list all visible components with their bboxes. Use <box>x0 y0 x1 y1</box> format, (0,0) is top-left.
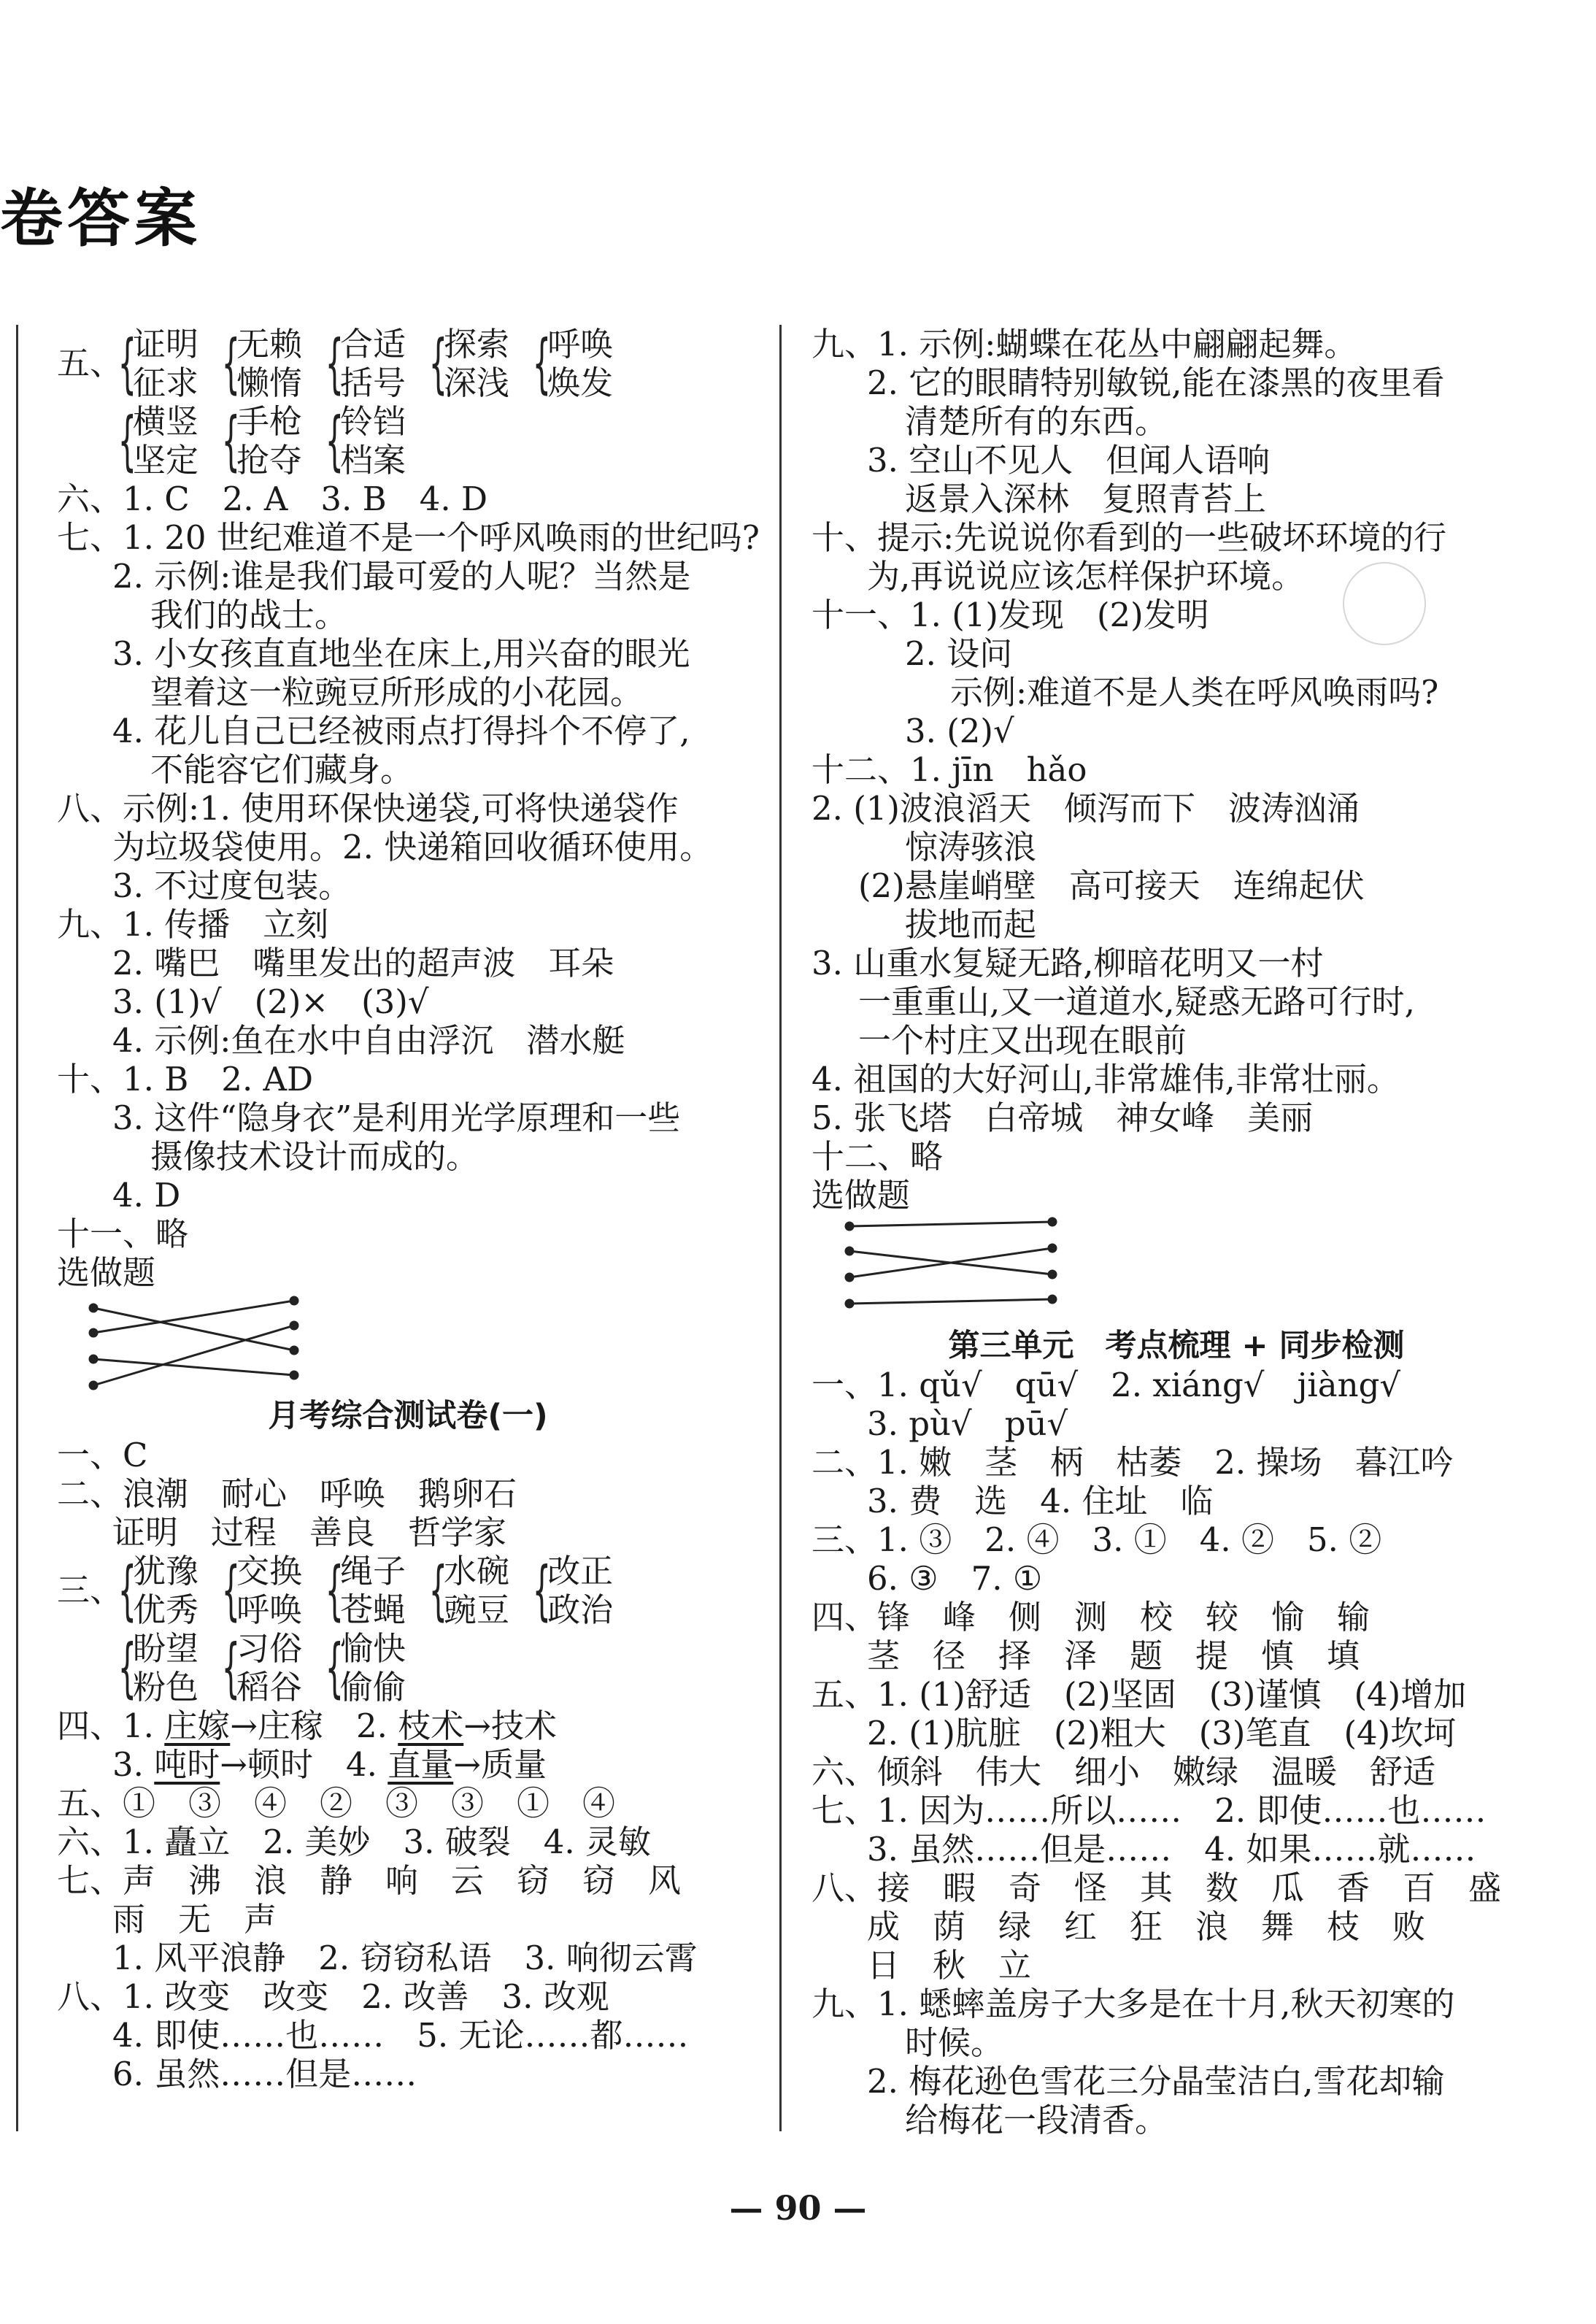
brace-icon: { <box>221 1552 240 1628</box>
answer-line: 茎 径 择 泽 题 提 慎 填 <box>867 1636 1360 1675</box>
correction-line: 四、1. 庄嫁→庄稼 2. 枝术→技术 <box>57 1707 557 1745</box>
pair-word: 档案 <box>340 441 406 480</box>
answer-line: 五、① ③ ④ ② ③ ③ ① ④ <box>57 1784 616 1823</box>
brace-icon: { <box>428 1552 447 1628</box>
brace-icon: { <box>221 326 240 401</box>
brace-word-pair <box>320 325 406 402</box>
answer-line: 二、浪潮 耐心 呼唤 鹅卵石 <box>57 1474 517 1513</box>
answer-line: 六、倾斜 伟大 细小 嫩绿 温暖 舒适 <box>812 1752 1436 1791</box>
middle-column-rule <box>779 325 782 2131</box>
brace-word-pair <box>423 1552 509 1629</box>
answer-line: 3. 虽然……但是…… 4. 如果……就…… <box>867 1830 1476 1869</box>
answer-line: 十、提示:先说说你看到的一些破坏环境的行 <box>812 518 1447 557</box>
brace-icon: { <box>117 403 136 478</box>
answer-line: 给梅花一段清香。 <box>905 2101 1168 2139</box>
answer-line: 2. (1)肮脏 (2)粗大 (3)笔直 (4)坎坷 <box>867 1714 1457 1752</box>
match-line <box>93 1359 294 1375</box>
answer-line: 5. 张飞塔 白帝城 神女峰 美丽 <box>812 1098 1314 1137</box>
pair-word: 盼望 <box>133 1629 199 1668</box>
answer-line: 一、C <box>57 1436 148 1474</box>
answer-line: 3. 不过度包装。 <box>112 866 352 905</box>
pair-word: 焕发 <box>547 363 614 402</box>
answer-line: 3. 费 选 4. 住址 临 <box>867 1482 1214 1520</box>
answer-line: 十二、略 <box>812 1137 944 1176</box>
brace-icon: { <box>325 1552 344 1628</box>
brace-icon: { <box>221 403 240 478</box>
unit-section-title: 第三单元 考点梳理 + 同步检测 <box>948 1328 1405 1364</box>
answer-line: 6. ③ 7. ① <box>867 1559 1043 1598</box>
answer-line: 4. D <box>112 1176 181 1215</box>
answer-line: 不能容它们藏身。 <box>150 750 414 789</box>
pair-word: 豌豆 <box>444 1590 510 1629</box>
answer-line: 四、锋 峰 侧 测 校 较 愉 输 <box>812 1598 1371 1636</box>
brace-word-pair <box>320 1552 406 1629</box>
answer-line: 我们的战士。 <box>150 596 348 634</box>
answer-line: 摄像技术设计而成的。 <box>150 1137 479 1176</box>
pair-word: 证明 <box>133 325 199 363</box>
answer-line: 二、1. 嫩 茎 柄 枯萎 2. 操场 暮江吟 <box>812 1443 1454 1482</box>
answer-line: 八、示例:1. 使用环保快递袋,可将快递袋作 <box>57 789 679 828</box>
answer-line: 选做题 <box>812 1176 911 1215</box>
pair-word: 习俗 <box>236 1629 303 1668</box>
answer-line: 选做题 <box>57 1253 156 1292</box>
pair-word: 懒惰 <box>236 363 303 402</box>
pair-word: 呼唤 <box>236 1590 303 1629</box>
answer-line: 为垃圾袋使用。2. 快递箱回收循环使用。 <box>112 828 713 866</box>
answer-line: 一个村庄又出现在眼前 <box>858 1021 1187 1060</box>
answer-line: 时候。 <box>905 2023 1004 2062</box>
brace-icon: { <box>117 1552 136 1628</box>
pair-word: 绳子 <box>340 1552 406 1590</box>
answer-line: 1. 风平浪静 2. 窃窃私语 3. 响彻云霄 <box>112 1939 698 1977</box>
brace-icon: { <box>325 1630 344 1705</box>
answer-line: (2)悬崖峭壁 高可接天 连绵起伏 <box>858 866 1365 905</box>
answer-line: 十一、略 <box>57 1215 189 1253</box>
answer-line: 九、1. 蟋蟀盖房子大多是在十月,秋天初寒的 <box>812 1985 1455 2023</box>
section-three-row-2 <box>57 1629 759 1707</box>
pair-word: 愉快 <box>340 1629 406 1668</box>
left-column-rule <box>16 325 18 2131</box>
brace-word-pair <box>216 1629 302 1707</box>
pair-word: 粉色 <box>133 1668 199 1707</box>
answer-line: 4. 祖国的大好河山,非常雄伟,非常壮丽。 <box>812 1060 1400 1098</box>
brace-word-pair <box>320 402 406 480</box>
answer-line: 2. 设问 <box>905 634 1013 673</box>
pair-word: 政治 <box>547 1590 614 1629</box>
answer-line: 2. 示例:谁是我们最可爱的人呢？当然是 <box>112 557 691 596</box>
section-three-label: 三、 <box>57 1571 123 1609</box>
answer-line: 五、1. (1)舒适 (2)坚固 (3)谨慎 (4)增加 <box>812 1675 1467 1714</box>
brace-icon: { <box>117 1630 136 1705</box>
left-column <box>57 325 759 2093</box>
brace-word-pair <box>216 1552 302 1629</box>
answer-line: 4. 花儿自己已经被雨点打得抖个不停了, <box>112 712 690 750</box>
answer-line: 十一、1. (1)发现 (2)发明 <box>812 596 1209 634</box>
pair-word: 苍蝇 <box>340 1590 406 1629</box>
right-column <box>812 325 1541 2139</box>
answer-line: 八、接 暇 奇 怪 其 数 瓜 香 百 盛 <box>812 1869 1502 1907</box>
brace-word-pair <box>320 1629 406 1707</box>
section-five-row-2 <box>57 402 759 480</box>
answer-line: 望着这一粒豌豆所形成的小花园。 <box>150 673 644 712</box>
brace-word-pair <box>527 1552 613 1629</box>
page-header-title: 卷答案 <box>0 182 201 255</box>
section-three-row-1 <box>57 1552 759 1629</box>
answer-line: 4. 即使……也…… 5. 无论……都…… <box>112 2016 689 2055</box>
answer-line: 十二、1. jīn hǎo <box>812 750 1087 789</box>
correction-line: 3. 吨时→顿时 4. 直量→质量 <box>112 1745 547 1784</box>
match-line <box>849 1299 1052 1304</box>
pair-word: 括号 <box>340 363 406 402</box>
answer-line: 3. 山重水复疑无路,柳暗花明又一村 <box>812 944 1324 982</box>
answer-line: 清楚所有的东西。 <box>905 402 1168 441</box>
pair-word: 铃铛 <box>340 402 406 441</box>
pair-word: 合适 <box>340 325 406 363</box>
answer-line: 六、1. 矗立 2. 美妙 3. 破裂 4. 灵敏 <box>57 1823 651 1861</box>
match-line <box>93 1325 294 1385</box>
brace-word-pair <box>112 1629 198 1707</box>
section-five-label: 五、 <box>57 344 123 382</box>
match-line <box>849 1248 1052 1277</box>
answer-line: 返景入深林 复照青苔上 <box>905 480 1267 518</box>
pair-word: 抢夺 <box>236 441 303 480</box>
answer-line: 八、1. 改变 改变 2. 改善 3. 改观 <box>57 1977 609 2016</box>
answer-line: 拔地而起 <box>905 905 1037 944</box>
answer-line: 3. (2)√ <box>905 712 1014 750</box>
answer-line: 2. (1)波浪滔天 倾泻而下 波涛汹涌 <box>812 789 1360 828</box>
answer-line: 3. pù√ pū√ <box>867 1404 1068 1443</box>
answer-line: 六、1. C 2. A 3. B 4. D <box>57 480 488 518</box>
answer-line: 2. 它的眼睛特别敏锐,能在漆黑的夜里看 <box>867 363 1445 402</box>
match-line <box>93 1301 294 1333</box>
answer-line: 3. 这件“隐身衣”是利用光学原理和一些 <box>112 1098 681 1137</box>
brace-word-pair <box>216 402 302 480</box>
answer-line: 6. 虽然……但是…… <box>112 2055 417 2093</box>
answer-line: 七、1. 20 世纪难道不是一个呼风唤雨的世纪吗? <box>57 518 760 557</box>
brace-word-pair <box>423 325 509 402</box>
matching-lines-diagram <box>812 1215 1103 1324</box>
answer-line: 七、1. 因为……所以…… 2. 即使……也…… <box>812 1791 1487 1830</box>
pair-word: 优秀 <box>133 1590 199 1629</box>
brace-icon: { <box>325 326 344 401</box>
match-line <box>93 1308 294 1350</box>
answer-line: 成 荫 绿 红 狂 浪 舞 枝 败 <box>867 1907 1426 1946</box>
answer-line: 3. 空山不见人 但闻人语响 <box>867 441 1271 480</box>
pair-word: 稻谷 <box>236 1668 303 1707</box>
answer-line: 九、1. 传播 立刻 <box>57 905 329 944</box>
brace-word-pair <box>527 325 613 402</box>
pair-word: 交换 <box>236 1552 303 1590</box>
page-number: — 90 — <box>729 2188 867 2228</box>
pair-word: 横竖 <box>133 402 199 441</box>
answer-line: 证明 过程 善良 哲学家 <box>112 1513 507 1552</box>
answer-line: 2. 嘴巴 嘴里发出的超声波 耳朵 <box>112 944 614 982</box>
pair-word: 犹豫 <box>133 1552 199 1590</box>
brace-word-pair <box>216 325 302 402</box>
answer-line: 雨 无 声 <box>112 1900 277 1939</box>
answer-line: 十、1. B 2. AD <box>57 1060 314 1098</box>
answer-line: 惊涛骇浪 <box>905 828 1037 866</box>
answer-line: 七、声 沸 浪 静 响 云 窃 窃 风 <box>57 1861 682 1900</box>
pair-word: 深浅 <box>444 363 510 402</box>
brace-word-pair <box>112 402 198 480</box>
brace-icon: { <box>532 1552 551 1628</box>
answer-line: 4. 示例:鱼在水中自由浮沉 潜水艇 <box>112 1021 625 1060</box>
pair-word: 探索 <box>444 325 510 363</box>
brace-icon: { <box>117 326 136 401</box>
brace-word-pair <box>112 325 198 402</box>
answer-line: 一重重山,又一道道水,疑惑无路可行时, <box>858 982 1415 1021</box>
answer-line: 三、1. ③ 2. ④ 3. ① 4. ② 5. ② <box>812 1520 1382 1559</box>
match-line <box>849 1222 1052 1226</box>
answer-line: 2. 梅花逊色雪花三分晶莹洁白,雪花却输 <box>867 2062 1445 2101</box>
matching-lines-diagram <box>57 1292 349 1394</box>
answer-line: 示例:难道不是人类在呼风唤雨吗? <box>950 673 1439 712</box>
pair-word: 无赖 <box>236 325 303 363</box>
answer-line: 3. 小女孩直直地坐在床上,用兴奋的眼光 <box>112 634 690 673</box>
exam-section-title: 月考综合测试卷(一) <box>268 1398 548 1434</box>
section-five-row-1 <box>57 325 759 402</box>
answer-line: 一、1. qǔ√ qū√ 2. xiáng√ jiàng√ <box>812 1366 1401 1404</box>
answer-line: 为,再说说应该怎样保护环境。 <box>867 557 1305 596</box>
answer-line: 九、1. 示例:蝴蝶在花丛中翩翩起舞。 <box>812 325 1357 363</box>
pair-word: 偷偷 <box>340 1668 406 1707</box>
brace-word-pair <box>112 1552 198 1629</box>
answer-line: 3. (1)√ (2)× (3)√ <box>112 982 429 1021</box>
pair-word: 坚定 <box>133 441 199 480</box>
brace-icon: { <box>325 403 344 478</box>
pair-word: 水碗 <box>444 1552 510 1590</box>
pair-word: 手枪 <box>236 402 303 441</box>
pair-word: 征求 <box>133 363 199 402</box>
pair-word: 改正 <box>547 1552 614 1590</box>
answer-line: 日 秋 立 <box>867 1946 1032 1985</box>
brace-icon: { <box>532 326 551 401</box>
brace-icon: { <box>428 326 447 401</box>
pair-word: 呼唤 <box>547 325 614 363</box>
brace-icon: { <box>221 1630 240 1705</box>
